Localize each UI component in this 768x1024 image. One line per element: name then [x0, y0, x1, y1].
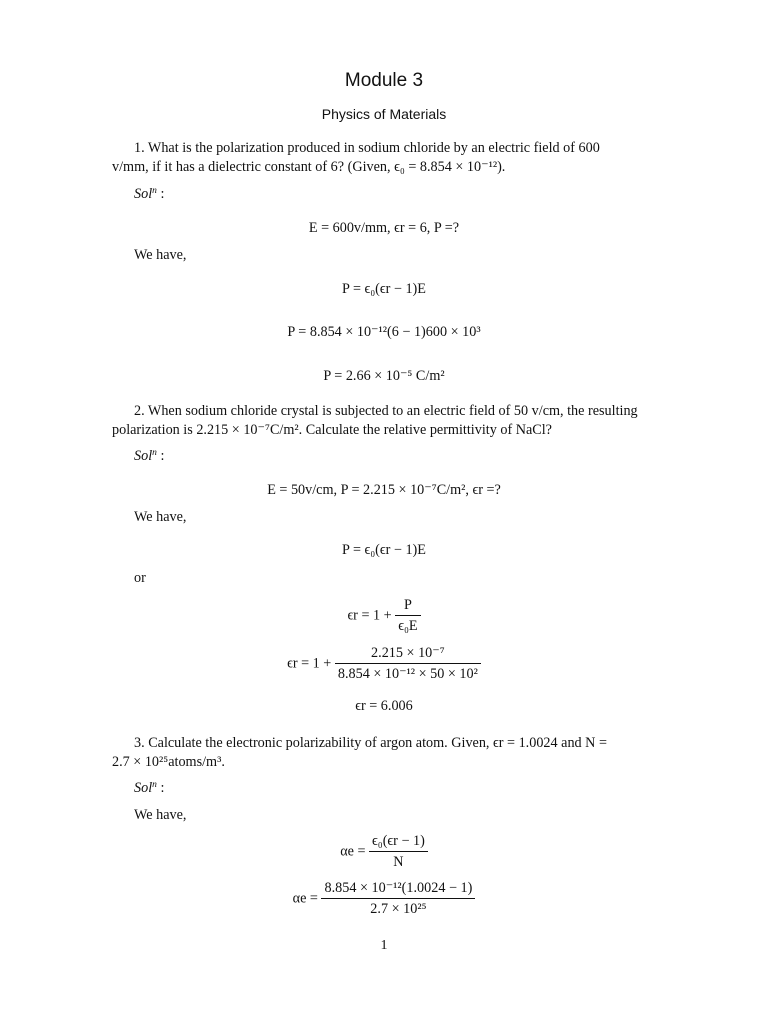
problem-3-text-line-1: 3. Calculate the electronic polarizability of argon atom. Given, ϵr = 1.0024 and N = [134, 735, 607, 751]
equation-substitution-1: P = 8.854 × 10⁻¹²(6 − 1)600 × 10³ [287, 324, 481, 340]
solution-label-3: Sol$^n$ : [134, 780, 165, 796]
or-label: or [134, 570, 146, 586]
equation-polarization-formula-1: P = ϵ₀(ϵr − 1)E [342, 281, 426, 297]
equation-given-2: E = 50v/cm, P = 2.215 × 10⁻⁷C/m², ϵr =? [267, 482, 501, 498]
fraction: $\frac{\text{8.854 × 10⁻¹²(1.0024 − 1)}}{\text{2.7 × 10²⁵}}$ [321, 880, 475, 918]
equation-polarizability-substitution: αe = $\frac{\text{8.854 × 10⁻¹²(1.0024 − 1)}}{\text{2.7 × 10²⁵}}$ [0, 880, 768, 918]
equation-relative-permittivity-formula: ϵr = 1 + $\frac{P}{\text{ϵ₀E}}$ [0, 597, 768, 635]
equation-result-1: P = 2.66 × 10⁻⁵ C/m² [323, 368, 445, 384]
page-number: 1 [380, 938, 388, 953]
fraction: $\frac{P}{\text{ϵ₀E}}$ [395, 597, 420, 635]
page-title: Module 3 [344, 70, 424, 91]
page-subtitle: Physics of Materials [321, 106, 447, 122]
problem-3-text-line-2: 2.7 × 10²⁵atoms/m³. [112, 754, 225, 770]
we-have-label-2: We have, [134, 509, 187, 525]
equation-given-1: E = 600v/mm, ϵr = 6, P =? [308, 220, 460, 236]
equation-result-2: ϵr = 6.006 [355, 698, 413, 714]
fraction: $\frac{\text{2.215 × 10⁻⁷}}{\text{8.854 × 10⁻¹² × 50 × 10²}}$ [335, 645, 481, 683]
problem-2-text-line-2: polarization is 2.215 × 10⁻⁷C/m². Calculate the relative permittivity of NaCl? [112, 422, 552, 438]
equation-polarizability-formula: αe = $\frac{\text{ϵ₀(ϵr − 1)}}{N}$ [0, 833, 768, 871]
we-have-label-3: We have, [134, 807, 187, 823]
we-have-label-1: We have, [134, 247, 187, 263]
solution-label-2: Sol$^n$ : [134, 448, 165, 464]
problem-2-text-line-1: 2. When sodium chloride crystal is subjected to an electric field of 50 v/cm, the resulting [134, 403, 638, 419]
equation-polarization-formula-2: P = ϵ₀(ϵr − 1)E [342, 542, 426, 558]
problem-1-text-line-2: v/mm, if it has a dielectric constant of 6? (Given, ϵ₀ = 8.854 × 10⁻¹²). [112, 159, 506, 175]
solution-label-1: Sol$^n$ : [134, 186, 165, 202]
problem-1-text-line-1: 1. What is the polarization produced in sodium chloride by an electric field of 600 [134, 140, 600, 156]
equation-relative-permittivity-substitution: ϵr = 1 + $\frac{\text{2.215 × 10⁻⁷}}{\text{8.854 × 10⁻¹² × 50 × 10²}}$ [0, 645, 768, 683]
fraction: $\frac{\text{ϵ₀(ϵr − 1)}}{N}$ [369, 833, 428, 871]
